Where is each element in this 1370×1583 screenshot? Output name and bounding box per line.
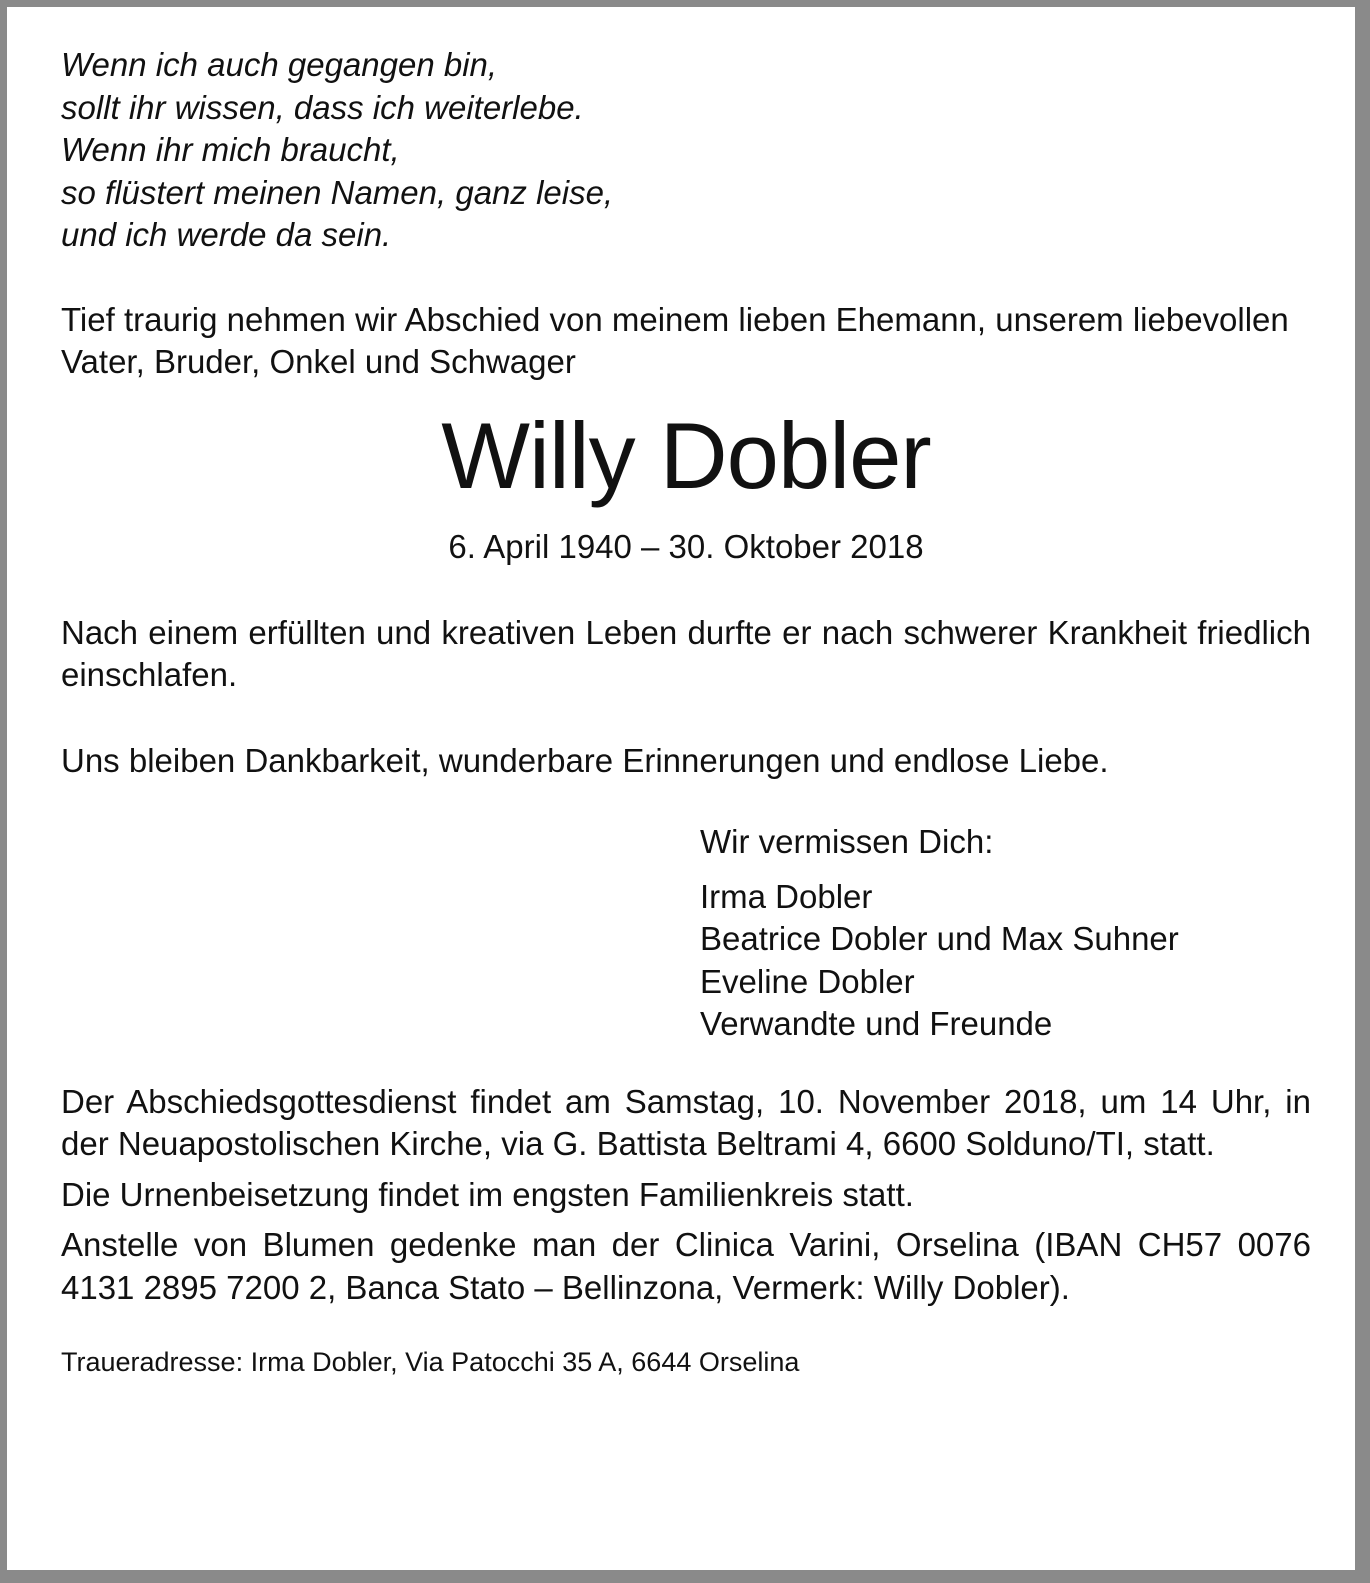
- service-notice: Der Abschiedsgottesdienst findet am Samstag, 10. November 2018, um 14 Uhr, in der Neuapostolischen Kirche, via G. Battista Beltrami 4, 6600 Solduno/TI, statt.: [61, 1082, 1311, 1162]
- urn-notice: Die Urnenbeisetzung findet im engsten Familienkreis statt.: [61, 1175, 914, 1213]
- obituary-notice: [61, 44, 1311, 1379]
- poem-line: so flüstert meinen Namen, ganz leise,: [61, 173, 614, 211]
- mourner-name: Beatrice Dobler und Max Suhner: [700, 920, 1179, 957]
- mourner-name: Eveline Dobler: [700, 962, 915, 1000]
- mourning-address: Traueradresse: Irma Dobler, Via Patocchi 35 A, 6644 Orselina: [61, 1347, 800, 1377]
- poem-line: sollt ihr wissen, dass ich weiterlebe.: [61, 88, 584, 126]
- poem-line: und ich werde da sein.: [61, 216, 392, 253]
- life-paragraph: Nach einem erfüllten und kreativen Leben durfte er nach schwerer Krankheit friedlich einschlafen.: [61, 613, 1311, 693]
- life-dates: 6. April 1940 – 30. Oktober 2018: [448, 527, 924, 565]
- mourner-name: Verwandte und Freunde: [700, 1005, 1053, 1042]
- mourner-name: Irma Dobler: [700, 877, 873, 915]
- poem: [61, 44, 1311, 257]
- donation-notice: Anstelle von Blumen gedenke man der Clinica Varini, Orselina (IBAN CH57 0076 4131 2895 7200 2, Banca Stato – Bellinzona, Vermerk: Willy Dobler).: [61, 1226, 1311, 1306]
- mourners-heading: Wir vermissen Dich:: [700, 823, 994, 860]
- deceased-name: Willy Dobler: [441, 402, 931, 508]
- legacy-paragraph: Uns bleiben Dankbarkeit, wunderbare Erinnerungen und endlose Liebe.: [61, 741, 1109, 779]
- farewell-intro: Tief traurig nehmen wir Abschied von meinem lieben Ehemann, unserem liebevollen Vater, Bruder, Onkel und Schwager: [61, 300, 1289, 380]
- poem-line: Wenn ich auch gegangen bin,: [61, 46, 498, 83]
- mourners-block: [700, 821, 1311, 1046]
- poem-line: Wenn ihr mich braucht,: [61, 131, 400, 168]
